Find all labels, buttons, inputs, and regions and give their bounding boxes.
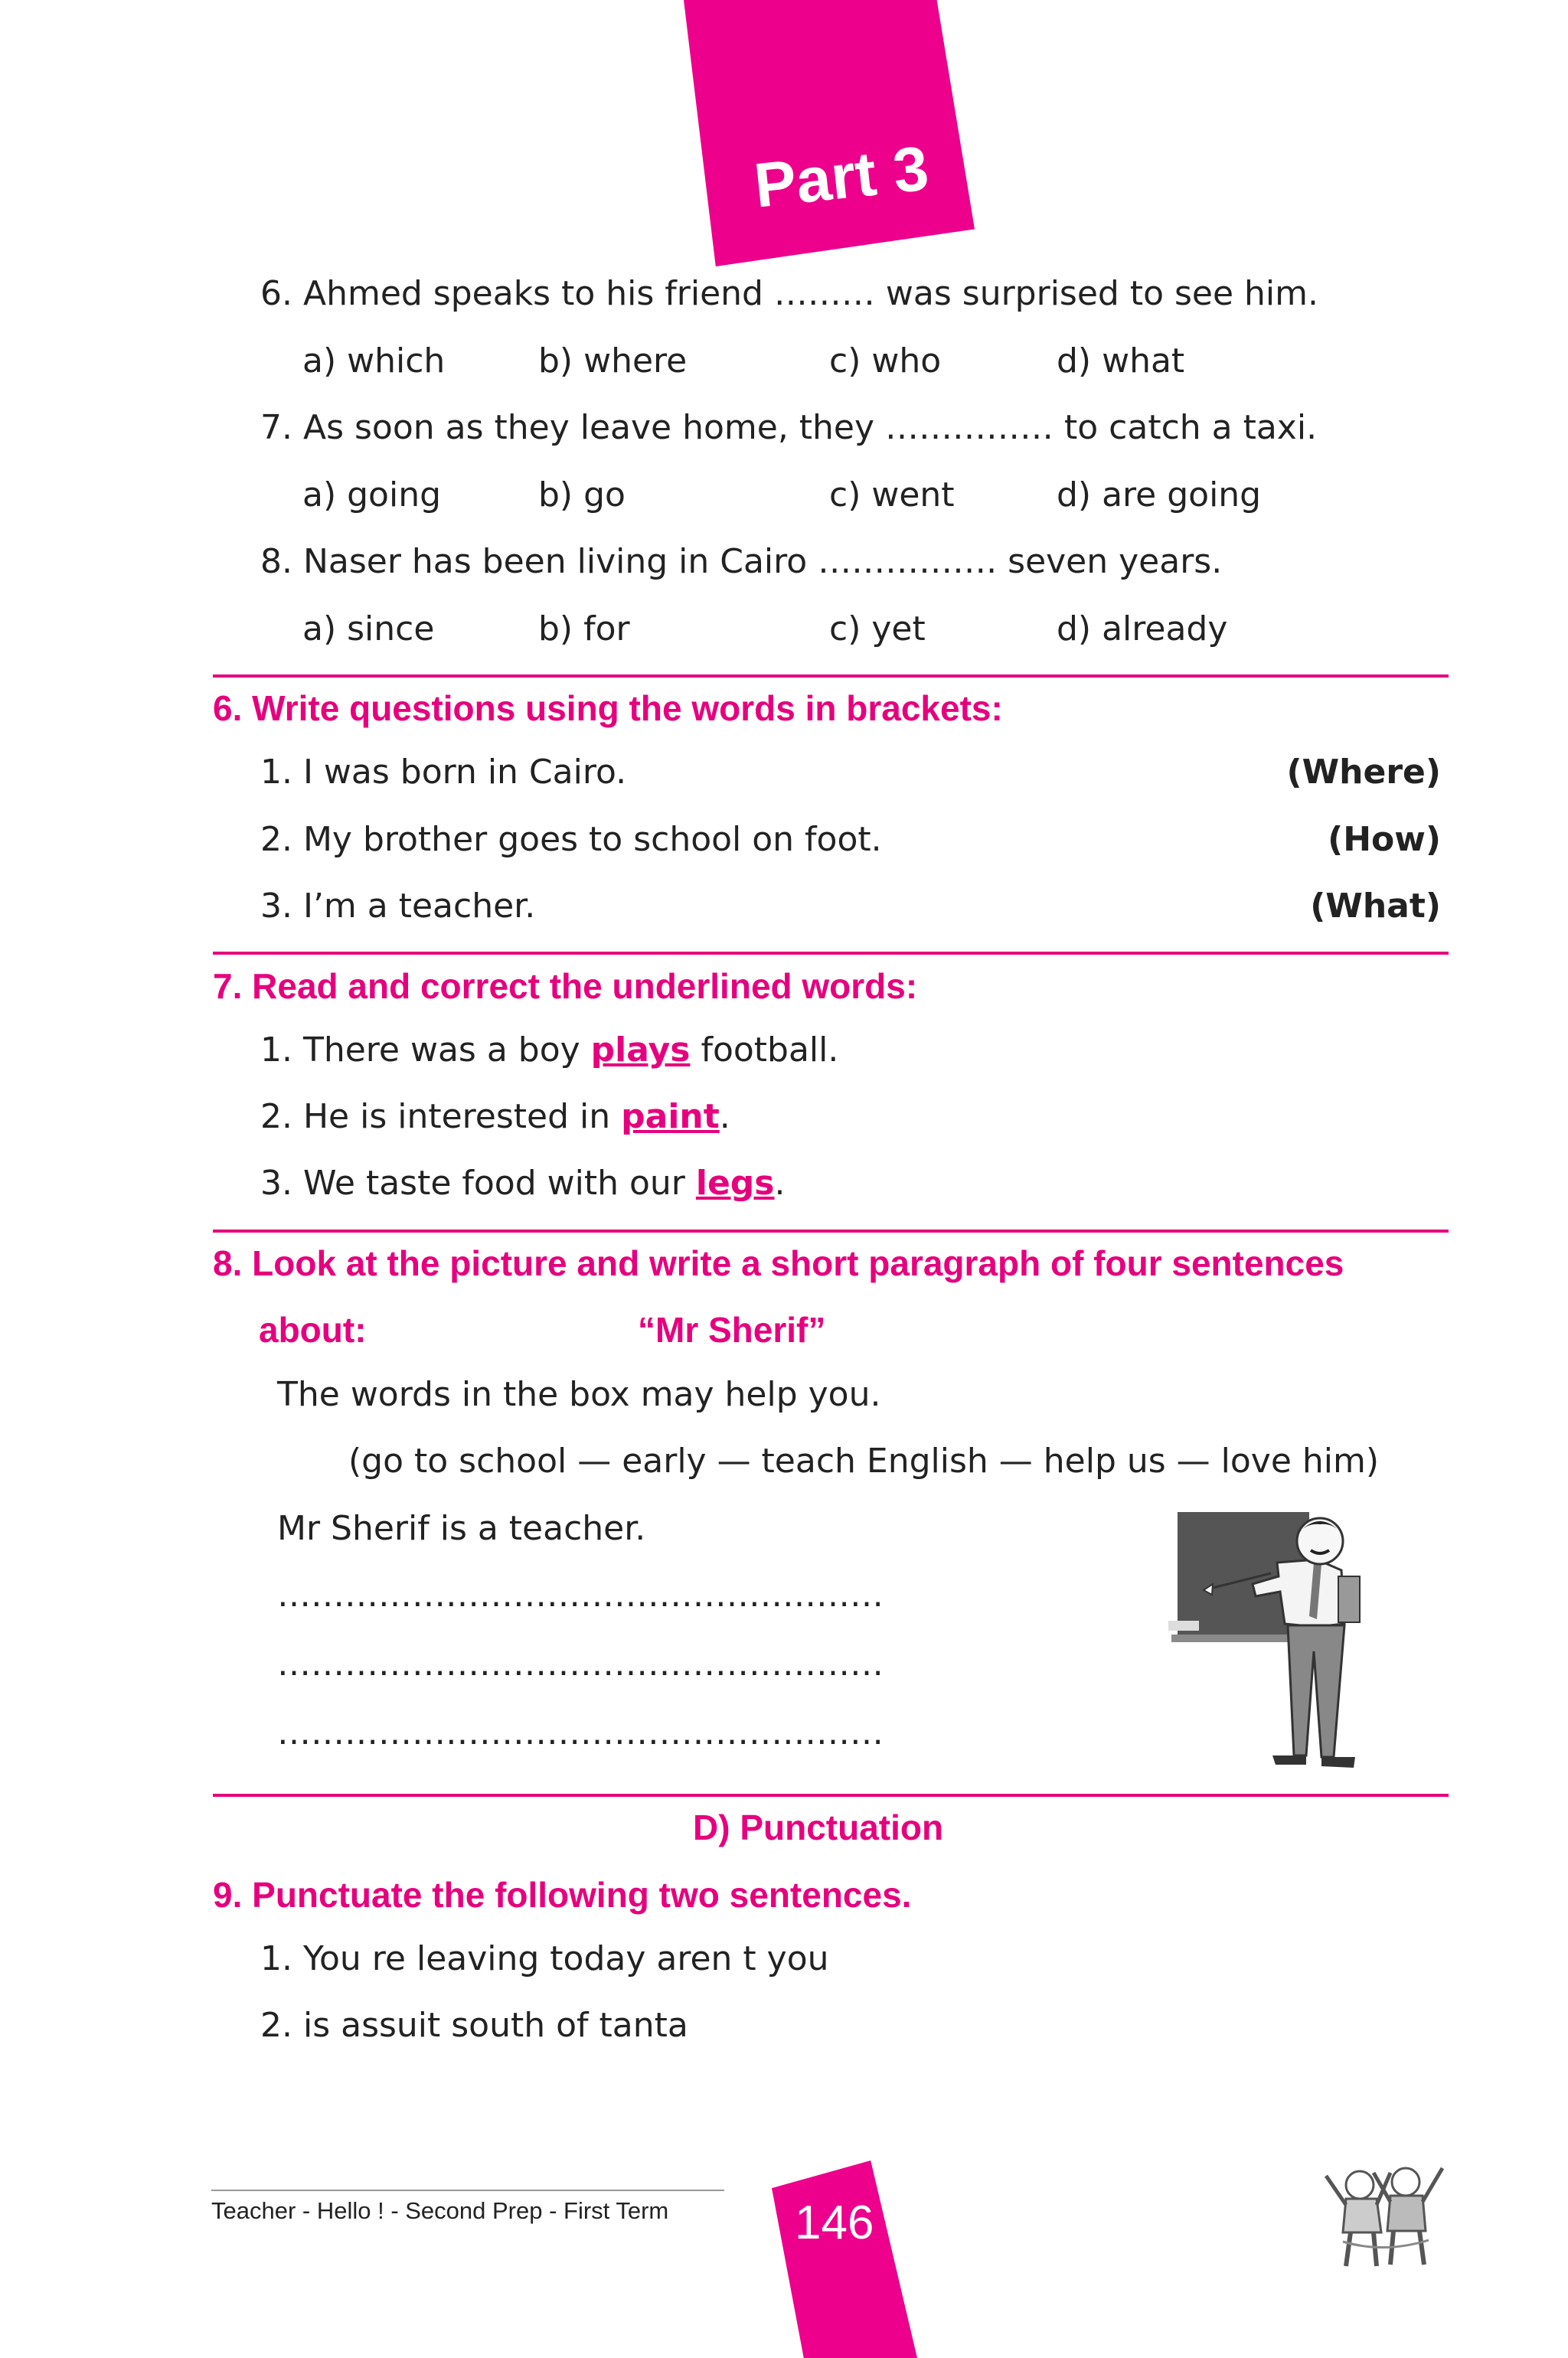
- kids-mascot-logo: [1315, 2159, 1452, 2272]
- section-6-hint-2: (How): [1328, 820, 1441, 859]
- section-divider: [213, 674, 1449, 678]
- mcq-8-option-b: b) for: [538, 609, 630, 648]
- section-8-topic: “Mr Sherif”: [638, 1310, 826, 1350]
- section-7-item-1: [260, 1032, 838, 1069]
- page-number: 146: [795, 2196, 874, 2249]
- section-8-start-sentence: Mr Sherif is a teacher.: [277, 1509, 646, 1548]
- part-title: Part 3: [750, 133, 932, 221]
- mcq-7-option-a: a) going: [302, 475, 442, 514]
- mcq-question-8: 8. Naser has been living in Cairo ……………. seven years.: [260, 542, 1223, 581]
- section-9-title: 9. Punctuate the following two sentences.: [213, 1875, 912, 1915]
- mcq-6-option-b: b) where: [538, 341, 688, 380]
- section-8-word-box: (go to school — early — teach English — help us — love him): [348, 1442, 1380, 1481]
- section-7-item-3: [260, 1165, 785, 1202]
- item-text: .: [719, 1097, 730, 1136]
- mcq-6-option-c: c) who: [829, 341, 942, 380]
- underlined-word: legs: [695, 1164, 775, 1203]
- mcq-8-option-d: d) already: [1057, 609, 1228, 648]
- mcq-question-7: 7. As soon as they leave home, they …………… to catch a taxi.: [260, 408, 1318, 447]
- item-text: .: [774, 1164, 786, 1203]
- mcq-7-option-c: c) went: [829, 475, 955, 514]
- section-7-item-2: [260, 1099, 730, 1135]
- mcq-7-option-d: d) are going: [1057, 475, 1262, 514]
- section-6-hint-1: (Where): [1286, 753, 1441, 792]
- item-text: football.: [690, 1030, 839, 1070]
- section-6-item-1: 1. I was born in Cairo.: [260, 753, 627, 792]
- section-divider: [213, 1230, 1449, 1233]
- answer-line-1: ………………………………………………: [277, 1576, 884, 1615]
- footer-text: Teacher - Hello ! - Second Prep - First Term: [211, 2197, 669, 2224]
- punctuation-heading: D) Punctuation: [693, 1808, 944, 1847]
- section-8-help-text: The words in the box may help you.: [277, 1375, 881, 1414]
- item-text: 1. There was a boy: [260, 1030, 591, 1070]
- page-number-tab: [772, 2160, 917, 2358]
- mcq-6-option-a: a) which: [302, 341, 446, 380]
- section-8-title: 8. Look at the picture and write a short paragraph of four sentences: [213, 1243, 1344, 1283]
- section-9-item-2: 2. is assuit south of tanta: [260, 2006, 688, 2045]
- section-6-item-2: 2. My brother goes to school on foot.: [260, 820, 882, 859]
- section-9-item-1: 1. You re leaving today aren t you: [260, 1939, 829, 1978]
- mcq-question-6: 6. Ahmed speaks to his friend ……… was surprised to see him.: [260, 274, 1319, 313]
- mcq-8-option-a: a) since: [302, 609, 435, 648]
- section-7-title: 7. Read and correct the underlined words:: [213, 966, 918, 1006]
- item-text: 3. We taste food with our: [260, 1164, 696, 1203]
- footer-divider: [211, 2190, 724, 2191]
- item-text: 2. He is interested in: [260, 1097, 622, 1136]
- section-divider: [213, 952, 1449, 955]
- underlined-word: paint: [621, 1097, 720, 1136]
- mcq-7-option-b: b) go: [538, 475, 626, 514]
- section-6-item-3: 3. I’m a teacher.: [260, 887, 536, 926]
- section-8-about-label: about:: [259, 1310, 367, 1350]
- teacher-illustration: [1164, 1512, 1424, 1784]
- underlined-word: plays: [590, 1030, 691, 1070]
- section-6-title: 6. Write questions using the words in brackets:: [213, 688, 1003, 728]
- section-divider: [213, 1794, 1449, 1797]
- mcq-6-option-d: d) what: [1057, 341, 1185, 380]
- answer-line-3: ………………………………………………: [277, 1713, 884, 1752]
- section-6-hint-3: (What): [1310, 887, 1441, 926]
- mcq-8-option-c: c) yet: [829, 609, 926, 648]
- part-banner: [684, 0, 975, 266]
- answer-line-2: ………………………………………………: [277, 1644, 884, 1684]
